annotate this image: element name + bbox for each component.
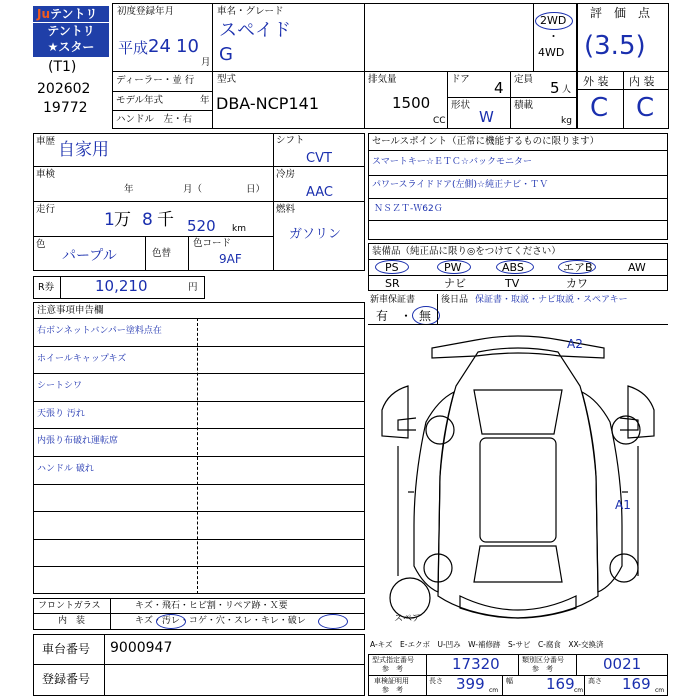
lot-number-2: 19772 bbox=[43, 100, 88, 116]
load-unit: kg bbox=[561, 116, 572, 126]
cert-sub: 参 考 bbox=[382, 686, 403, 694]
inspection-label: 車検 bbox=[36, 169, 56, 180]
mileage-u1: 万 bbox=[114, 210, 131, 230]
model-year-unit: 年 bbox=[200, 95, 210, 106]
width-label: 幅 bbox=[506, 677, 513, 685]
history-value: 自家用 bbox=[58, 140, 109, 160]
car-model: スペイド bbox=[219, 20, 291, 41]
equip-aw: AW bbox=[628, 261, 646, 274]
exterior-label: 外 装 bbox=[583, 75, 609, 88]
warranty-yes: 有 bbox=[376, 309, 389, 323]
left-mirror bbox=[398, 418, 416, 430]
interior-value: C bbox=[636, 93, 655, 123]
car-body-outline bbox=[438, 348, 598, 618]
displacement-label: 排気量 bbox=[368, 74, 397, 85]
mileage-d1: 1 bbox=[104, 210, 115, 230]
warranty-dot: ・ bbox=[400, 309, 413, 323]
ac-value: AAC bbox=[306, 185, 333, 200]
shape-label: 形状 bbox=[451, 100, 471, 111]
rear-bumper bbox=[460, 596, 576, 618]
selling-item: ＮＳＺＴ-Ｗ62Ｇ bbox=[374, 204, 443, 214]
recycle-unit: 円 bbox=[188, 282, 198, 293]
rear-right-wheel bbox=[610, 554, 638, 582]
right-side bbox=[582, 392, 622, 592]
note-item: 内張り布破れ運転席 bbox=[37, 436, 119, 447]
inspection-day: 日） bbox=[246, 184, 266, 195]
color-code-label: 色コード bbox=[193, 238, 232, 249]
cert-label: 車検証明用 bbox=[374, 677, 409, 685]
mileage-label: 走行 bbox=[36, 204, 56, 215]
history-label: 車歴 bbox=[36, 136, 56, 147]
shift-label: シフト bbox=[276, 135, 305, 146]
lot-code: (T1) bbox=[48, 59, 77, 75]
equip-airbag: エアB bbox=[563, 261, 593, 274]
roof bbox=[480, 438, 556, 542]
front-left-wheel bbox=[426, 416, 454, 444]
color-value: パープル bbox=[62, 248, 117, 264]
doors-label: ドア bbox=[451, 74, 470, 85]
color-label: 色 bbox=[36, 239, 46, 250]
warranty-label: 新車保証書 bbox=[370, 295, 416, 305]
width-unit: cm bbox=[574, 687, 584, 694]
lot-number-1: 202602 bbox=[37, 81, 91, 97]
inspection-year: 年 bbox=[124, 184, 134, 195]
rear-glass bbox=[474, 546, 562, 582]
drive-dot: ・ bbox=[548, 30, 559, 43]
spare-wheel bbox=[390, 578, 430, 618]
dealer-label: ディーラー・並 行 bbox=[116, 75, 195, 86]
mileage-d2: 8 bbox=[142, 210, 153, 230]
class-sub: 参 考 bbox=[532, 665, 553, 673]
left-side bbox=[414, 392, 454, 592]
note-item: ハンドル 破れ bbox=[37, 464, 94, 474]
displacement-value: 1500 bbox=[392, 94, 431, 112]
capacity-unit: 人 bbox=[562, 85, 572, 95]
registration-label: 登録番号 bbox=[42, 672, 91, 686]
after-label: 後日品 bbox=[441, 295, 469, 305]
logo-bottom: テントリ ★スター bbox=[33, 23, 109, 57]
type-label: 型式 bbox=[217, 74, 237, 85]
damage-mark-a1: A1 bbox=[615, 498, 631, 512]
equip-circle bbox=[496, 260, 534, 274]
warranty-no: 無 bbox=[419, 309, 432, 323]
equip-tv: TV bbox=[505, 277, 520, 290]
note-item: ホイールキャップキズ bbox=[37, 353, 127, 364]
selling-item: パワースライドドア(左側)☆純正ナビ・ＴＶ bbox=[372, 180, 549, 190]
interior-circle-dirt bbox=[156, 614, 186, 629]
damage-mark-a2: A2 bbox=[567, 337, 583, 351]
recycle-label: R券 bbox=[38, 282, 55, 293]
model-year-label: モデル年式 bbox=[116, 95, 164, 106]
damage-legend: A-キズ E-エクボ U-凹み W-補修跡 S-サビ C-腐食 XX-交換済 bbox=[370, 640, 604, 649]
fuel-label: 燃料 bbox=[276, 204, 296, 215]
load-label: 積載 bbox=[514, 100, 534, 111]
color-code-value: 9AF bbox=[219, 252, 242, 266]
fuel-value: ガソリン bbox=[289, 227, 342, 242]
glass-label: フロントガラス bbox=[38, 601, 101, 611]
shift-value: CVT bbox=[306, 151, 332, 166]
equip-navi: ナビ bbox=[444, 277, 466, 290]
mileage-u2: 千 bbox=[157, 210, 174, 230]
note-item: 天張り 汚れ bbox=[37, 408, 85, 419]
type-num-sub: 参 考 bbox=[382, 665, 403, 673]
shape-value: W bbox=[479, 108, 494, 126]
recycle-value: 10,210 bbox=[95, 277, 148, 295]
equip-pw: PW bbox=[444, 261, 462, 274]
selling-item: スマートキー☆ＥＴＣ☆バックモニター bbox=[372, 157, 532, 167]
equip-sr: SR bbox=[385, 277, 400, 290]
reg-month-unit: 月 bbox=[201, 57, 211, 68]
type-value: DBA-NCP141 bbox=[216, 94, 319, 113]
selling-title: セールスポイント（正常に機能するものに限ります） bbox=[372, 136, 600, 147]
windshield bbox=[474, 390, 562, 434]
chassis-value: 9000947 bbox=[110, 640, 173, 656]
car-damage-diagram bbox=[368, 326, 668, 626]
length-label: 長さ bbox=[429, 677, 443, 685]
class-value: 0021 bbox=[603, 655, 642, 673]
interior-cond-options: キズ・汚レ・コゲ・穴・スレ・キレ・破レ bbox=[135, 616, 306, 626]
chassis-label: 車台番号 bbox=[42, 642, 91, 656]
equip-circle bbox=[437, 260, 471, 274]
name-label: 車名・グレード bbox=[217, 6, 284, 17]
exterior-value: C bbox=[590, 93, 609, 123]
type-num-label: 型式指定番号 bbox=[372, 656, 414, 664]
length-value: 399 bbox=[456, 675, 485, 693]
spare-label: スペア bbox=[394, 614, 422, 624]
class-label: 類別区分番号 bbox=[522, 656, 564, 664]
equip-circle bbox=[558, 260, 596, 274]
equip-ps: PS bbox=[385, 261, 399, 274]
reg-year: 24 bbox=[148, 36, 171, 57]
capacity-value: 5 bbox=[550, 79, 560, 97]
score-label: 評 価 点 bbox=[590, 6, 651, 20]
car-grade: G bbox=[219, 44, 233, 65]
after-items: 保証書・取説・ナビ取説・スペアキー bbox=[475, 295, 628, 305]
capacity-label: 定員 bbox=[514, 74, 534, 85]
reg-month: 10 bbox=[176, 36, 199, 57]
reg-label: 初度登録年月 bbox=[117, 6, 175, 17]
drive-4wd: 4WD bbox=[538, 46, 565, 59]
equip-circle bbox=[375, 260, 409, 274]
type-num-value: 17320 bbox=[452, 655, 500, 673]
drive-2wd: 2WD bbox=[540, 14, 567, 27]
interior-cond-label: 内 装 bbox=[58, 616, 86, 626]
notes-title: 注意事項申告欄 bbox=[37, 305, 104, 316]
logo bbox=[33, 6, 109, 57]
warranty-circle bbox=[412, 306, 440, 325]
height-value: 169 bbox=[622, 675, 651, 693]
doors-value: 4 bbox=[494, 79, 504, 97]
score-value: (3.5) bbox=[584, 31, 646, 61]
height-label: 高さ bbox=[588, 677, 602, 685]
logo-top: Juテントリ bbox=[33, 6, 109, 22]
equip-abs: ABS bbox=[502, 261, 524, 274]
interior-circle-tear bbox=[318, 614, 348, 629]
length-unit: cm bbox=[489, 687, 499, 694]
note-item: 右ボンネットバンパー塗料点在 bbox=[37, 326, 162, 336]
equipment-title: 装備品（純正品に限り◎をつけてください） bbox=[372, 246, 561, 257]
mileage-d3: 520 bbox=[187, 217, 216, 235]
inspection-month: 月（ bbox=[183, 184, 203, 195]
width-value: 169 bbox=[546, 675, 575, 693]
interior-label: 内 装 bbox=[629, 75, 655, 88]
equip-leather: カワ bbox=[566, 277, 588, 290]
note-item: シートシワ bbox=[37, 381, 83, 392]
mileage-unit: km bbox=[232, 224, 246, 234]
height-unit: cm bbox=[655, 687, 665, 694]
glass-options: キズ・飛石・ヒビ割・リペア跡・Ｘ要 bbox=[135, 601, 288, 611]
reg-era: 平成 bbox=[118, 39, 149, 57]
displacement-unit: CC bbox=[433, 116, 446, 126]
ac-label: 冷房 bbox=[276, 169, 296, 180]
handle-label: ハンドル 左・右 bbox=[116, 114, 193, 125]
color-change-label: 色替 bbox=[152, 248, 172, 259]
